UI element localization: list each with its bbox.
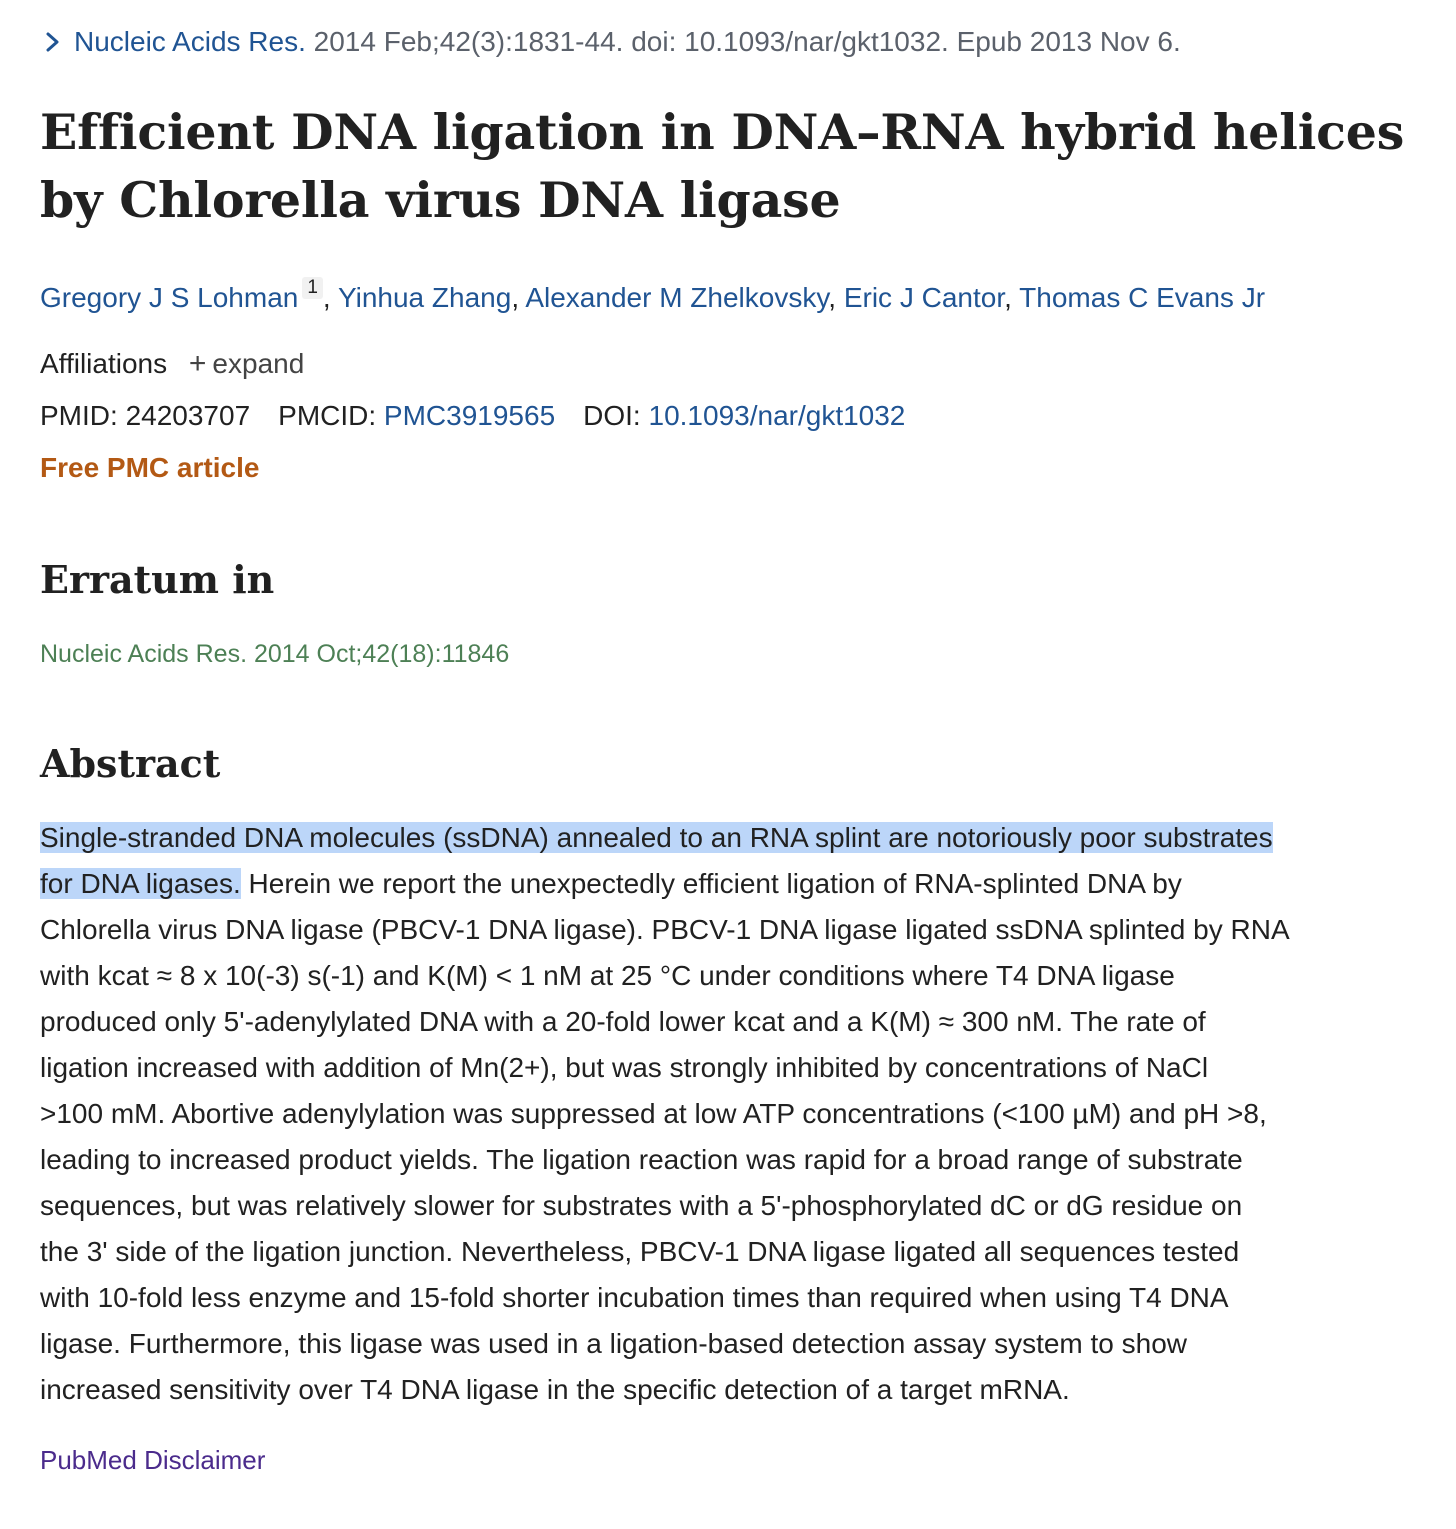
affiliation-ref[interactable]: 1: [302, 277, 323, 299]
author-link[interactable]: Thomas C Evans Jr: [1019, 282, 1266, 313]
author-list: [40, 277, 1265, 316]
pmid-value: 24203707: [125, 400, 251, 431]
erratum-link[interactable]: Nucleic Acids Res. 2014 Oct;42(18):11846: [40, 640, 510, 668]
doi-label: DOI:: [583, 400, 649, 431]
author-separator: ,: [511, 282, 526, 313]
pmid-label: PMID:: [40, 400, 126, 431]
abstract-line: leading to increased product yields. The ligation reaction was rapid for a broad range of substrate: [40, 1144, 1243, 1175]
author-separator: ,: [828, 282, 844, 313]
abstract-line: with kcat ≈ 8 x 10(-3) s(-1) and K(M) < 1 nM at 25 °C under conditions where T4 DNA ligase: [40, 960, 1175, 991]
author-link[interactable]: Eric J Cantor: [843, 282, 1005, 313]
affiliations-row: [40, 346, 304, 382]
article-title: Efficient DNA ligation in DNA–RNA hybrid helices by Chlorella virus DNA ligase: [40, 103, 1405, 229]
doi-link[interactable]: 10.1093/nar/gkt1032: [648, 400, 906, 431]
abstract-line: with 10-fold less enzyme and 15-fold shorter incubation times than required when using T4 DNA: [40, 1282, 1229, 1313]
plus-icon: +: [188, 347, 207, 380]
abstract-line: increased sensitivity over T4 DNA ligase in the specific detection of a target mRNA.: [40, 1374, 1070, 1405]
pmcid-label: PMCID:: [278, 400, 384, 431]
citation-line: [40, 24, 1181, 60]
author-link[interactable]: Yinhua Zhang: [337, 282, 512, 313]
chevron-right-icon[interactable]: [40, 28, 66, 56]
affiliations-expand-button[interactable]: [189, 348, 304, 379]
selected-text[interactable]: Single-stranded DNA molecules (ssDNA) annealed to an RNA splint are notoriously poor substrates: [40, 822, 1273, 853]
abstract-text: [40, 815, 1436, 1413]
abstract-line: ligation increased with addition of Mn(2+), but was strongly inhibited by concentrations of NaCl: [40, 1052, 1209, 1083]
selected-text[interactable]: for DNA ligases.: [40, 868, 241, 899]
pmcid-link[interactable]: PMC3919565: [383, 400, 556, 431]
author-link[interactable]: Alexander M Zhelkovsky: [525, 282, 829, 313]
journal-link[interactable]: Nucleic Acids Res.: [74, 26, 306, 57]
erratum-heading: Erratum in: [40, 557, 275, 602]
abstract-heading: Abstract: [40, 741, 221, 786]
abstract-line: >100 mM. Abortive adenylylation was suppressed at low ATP concentrations (<100 µM) and pH >8,: [40, 1098, 1267, 1129]
affiliations-label: Affiliations: [40, 348, 168, 379]
identifiers-row: [40, 398, 905, 434]
author-separator: ,: [322, 282, 338, 313]
free-pmc-article-link[interactable]: Free PMC article: [40, 452, 260, 483]
author-link[interactable]: Gregory J S Lohman: [40, 282, 299, 313]
abstract-line: for DNA ligases. Herein we report the unexpectedly efficient ligation of RNA-splinted DNA by: [40, 868, 1182, 899]
abstract-line: [40, 815, 1436, 861]
abstract-line: ligase. Furthermore, this ligase was used in a ligation-based detection assay system to show: [40, 1328, 1188, 1359]
expand-label: expand: [212, 348, 305, 379]
citation-details: 2014 Feb;42(3):1831-44. doi: 10.1093/nar/gkt1032. Epub 2013 Nov 6.: [305, 26, 1181, 57]
abstract-line: the 3' side of the ligation junction. Nevertheless, PBCV-1 DNA ligase ligated all sequences tested: [40, 1236, 1240, 1267]
author-separator: ,: [1004, 282, 1020, 313]
abstract-line: sequences, but was relatively slower for substrates with a 5'-phosphorylated dC or dG residue on: [40, 1190, 1243, 1221]
abstract-line: produced only 5'-adenylylated DNA with a 20-fold lower kcat and a K(M) ≈ 300 nM. The rate of: [40, 1006, 1206, 1037]
abstract-line: Chlorella virus DNA ligase (PBCV-1 DNA ligase). PBCV-1 DNA ligase ligated ssDNA splinted by RNA: [40, 914, 1290, 945]
pubmed-disclaimer-link[interactable]: PubMed Disclaimer: [40, 1445, 266, 1475]
